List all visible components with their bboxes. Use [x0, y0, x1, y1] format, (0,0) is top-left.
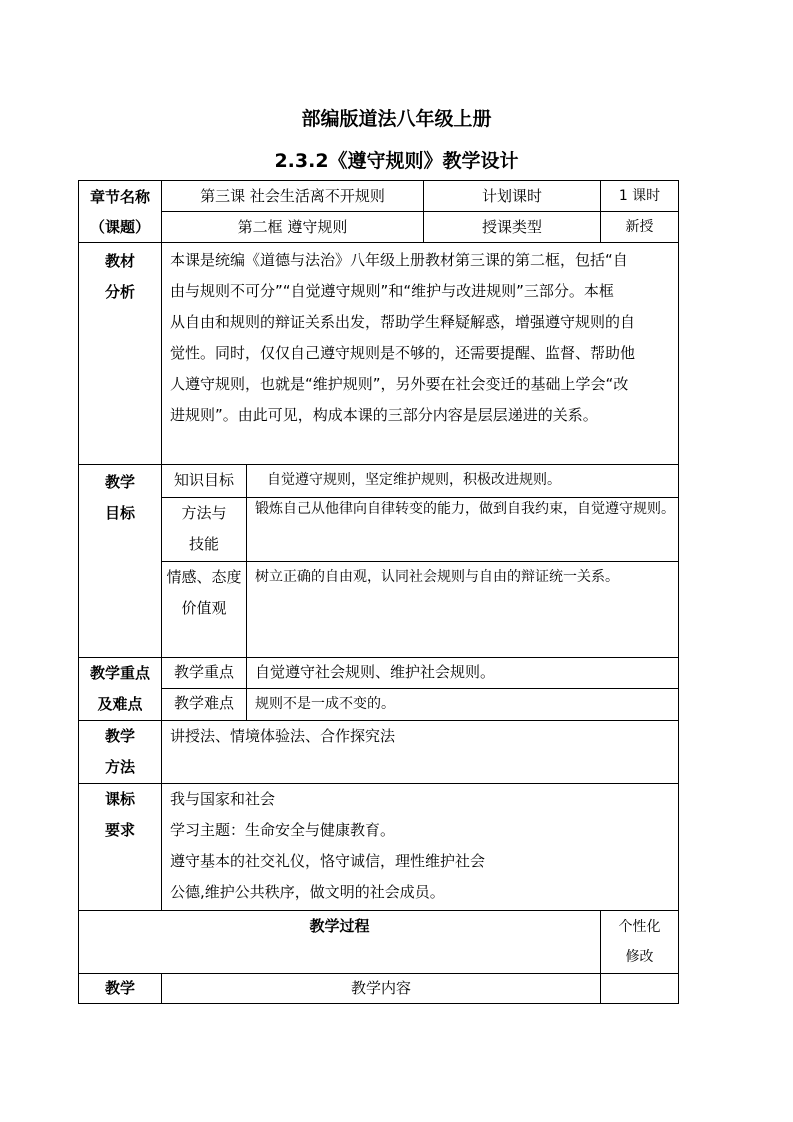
method-goal-label-cell [162, 498, 247, 562]
analysis-line: 进规则”。由此可见，构成本课的三部分内容是层层递进的关系。 [170, 406, 598, 424]
analysis-line: 由与规则不可分”“自觉遵守规则”和“维护与改进规则”三部分。本框 [170, 282, 614, 300]
standards-label-cell [79, 784, 162, 911]
analysis-line: 本课是统编《道德与法治》八年级上册教材第三课的第二框，包括“自 [170, 251, 628, 269]
document-subtitle: 2.3.2《遵守规则》教学设计 [274, 150, 519, 172]
chapter-label-sub: （课题） [89, 218, 150, 236]
section-name: 第二框 遵守规则 [162, 212, 424, 243]
knowledge-goal-text: 自觉遵守规则，坚定维护规则，积极改进规则。 [247, 465, 679, 498]
standards-line: 我与国家和社会 [170, 790, 276, 808]
analysis-line: 觉性。同时，仅仅自己遵守规则是不够的，还需要提醒、监督、帮助他 [170, 344, 636, 362]
content-label: 教学内容 [162, 974, 601, 1004]
document-title: 部编版道法八年级上册 [301, 108, 492, 130]
lesson-name: 第三课 社会生活离不开规则 [162, 181, 424, 212]
lesson-plan-table [78, 180, 679, 1004]
focus-text: 自觉遵守社会规则、维护社会规则。 [247, 658, 679, 689]
emotion-goal-label-sub: 价值观 [181, 599, 227, 617]
analysis-label: 教材 [104, 252, 135, 270]
keypoints-label: 教学重点 [89, 664, 150, 682]
plan-hours-label: 计划课时 [424, 181, 601, 212]
standards-line: 遵守基本的社交礼仪，恪守诚信，理性维护社会 [170, 852, 486, 870]
methods-label-cell [79, 721, 162, 784]
methods-label: 教学 [104, 727, 135, 745]
chapter-label: 章节名称 [89, 188, 150, 206]
analysis-line: 从自由和规则的辩证关系出发，帮助学生释疑解惑，增强遵守规则的自 [170, 313, 636, 331]
lesson-type-label: 授课类型 [424, 212, 601, 243]
standards-label: 课标 [104, 790, 135, 808]
chapter-label-cell [79, 181, 162, 243]
standards-text [162, 784, 679, 911]
difficulty-label: 教学难点 [162, 688, 247, 720]
keypoints-label-sub: 及难点 [97, 695, 143, 713]
method-goal-text: 锻炼自己从他律向自律转变的能力，做到自我约束，自觉遵守规则。 [247, 498, 679, 562]
emotion-goal-text: 树立正确的自由观，认同社会规则与自由的辩证统一关系。 [247, 562, 679, 658]
emotion-goal-label-cell [162, 562, 247, 658]
difficulty-text: 规则不是一成不变的。 [247, 688, 679, 720]
analysis-text [162, 243, 679, 465]
goals-label: 教学 [104, 473, 135, 491]
focus-label: 教学重点 [162, 658, 247, 689]
personal-edit-label: 个性化 [618, 919, 661, 935]
personal-edit-cell [601, 911, 679, 974]
process-row-label: 教学 [79, 974, 162, 1004]
personal-edit-label-sub: 修改 [625, 949, 654, 965]
methods-label-sub: 方法 [104, 758, 135, 776]
analysis-line: 人遵守规则，也就是“维护规则”，另外要在社会变迁的基础上学会“改 [170, 375, 629, 393]
methods-text: 讲授法、情境体验法、合作探究法 [162, 721, 679, 784]
process-title: 教学过程 [79, 911, 601, 974]
knowledge-goal-label: 知识目标 [162, 465, 247, 498]
method-goal-label-sub: 技能 [188, 535, 219, 553]
standards-line: 学习主题：生命安全与健康教育。 [170, 821, 396, 839]
standards-label-sub: 要求 [104, 821, 135, 839]
goals-label-cell [79, 465, 162, 658]
lesson-type-value: 新授 [601, 212, 679, 243]
personal-edit-empty [601, 974, 679, 1004]
goals-label-sub: 目标 [104, 504, 135, 522]
keypoints-label-cell [79, 658, 162, 721]
emotion-goal-label: 情感、态度 [166, 568, 242, 586]
plan-hours-value: 1 课时 [601, 181, 679, 212]
analysis-label-sub: 分析 [104, 283, 135, 301]
standards-line: 公德,维护公共秩序，做文明的社会成员。 [170, 883, 445, 901]
method-goal-label: 方法与 [181, 504, 227, 522]
analysis-label-cell [79, 243, 162, 465]
